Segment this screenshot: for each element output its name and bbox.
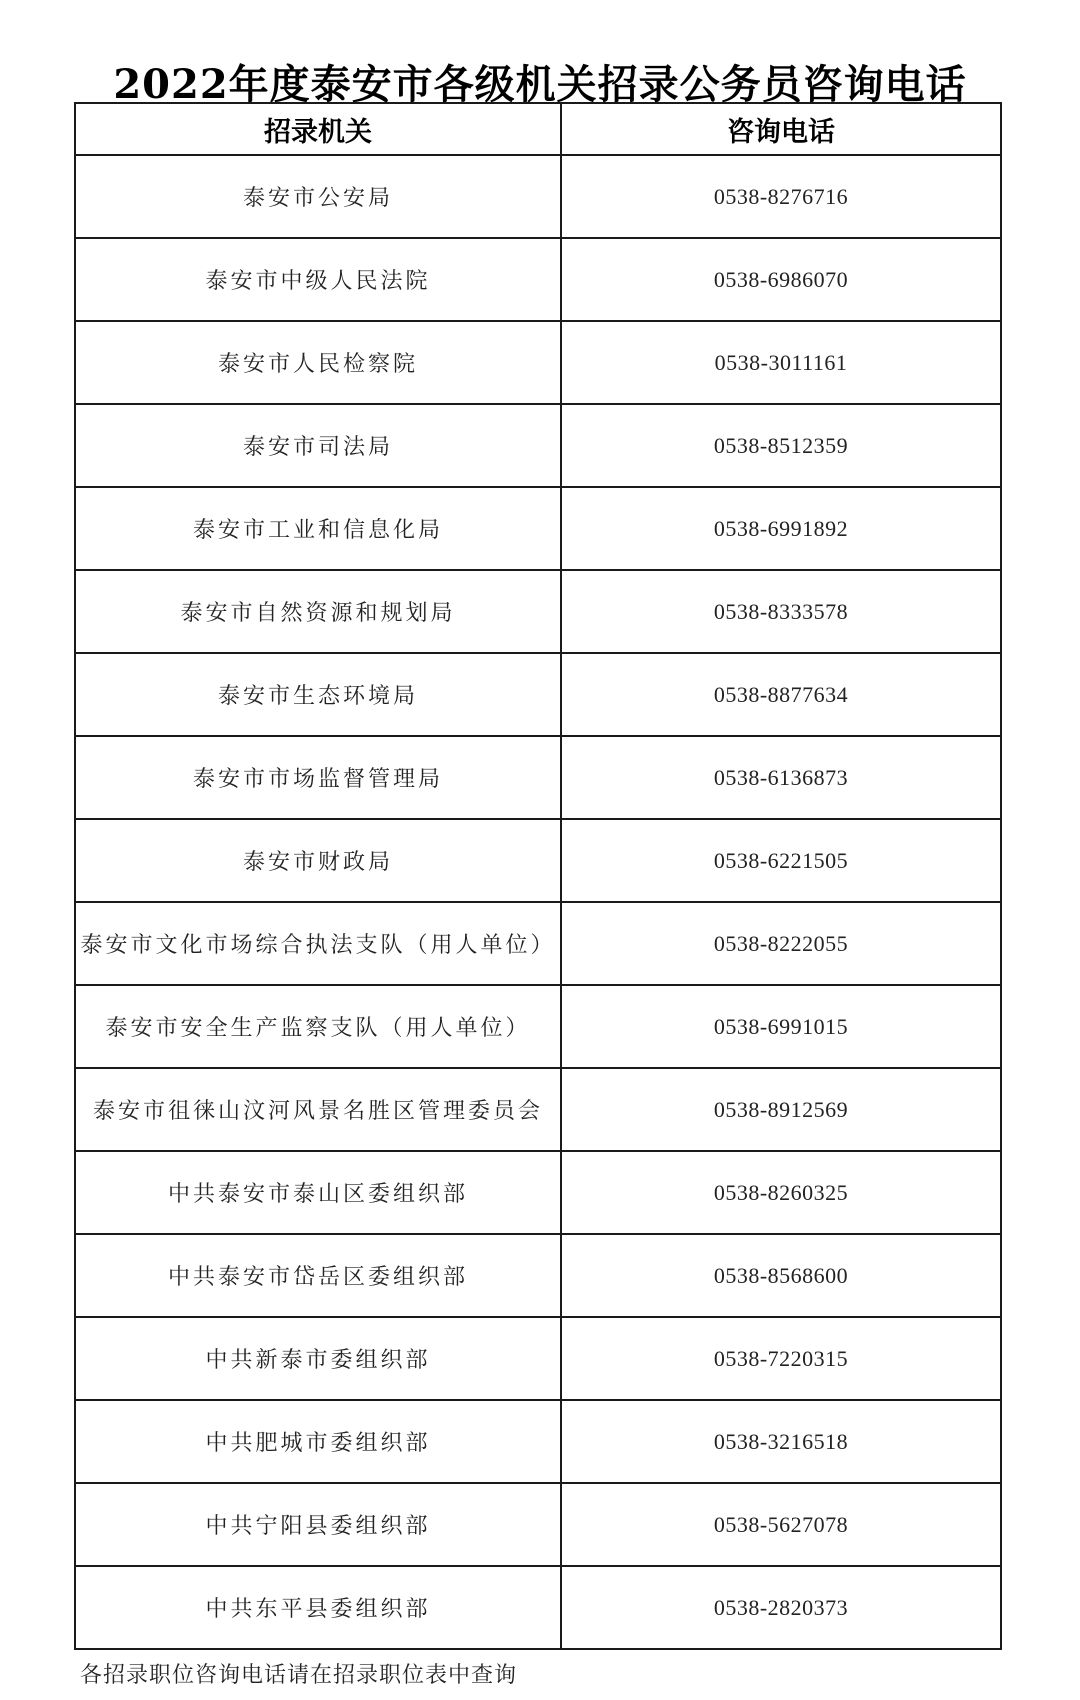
phone-cell: 0538-3011161 — [561, 321, 1001, 404]
phone-cell: 0538-8512359 — [561, 404, 1001, 487]
phone-cell: 0538-8222055 — [561, 902, 1001, 985]
table-row — [75, 819, 1001, 902]
organization-cell: 泰安市安全生产监察支队（用人单位） — [75, 985, 561, 1068]
table-header-row — [75, 103, 1001, 155]
table-body — [75, 155, 1001, 1649]
organization-cell: 中共肥城市委组织部 — [75, 1400, 561, 1483]
phone-cell: 0538-8260325 — [561, 1151, 1001, 1234]
phone-cell: 0538-6221505 — [561, 819, 1001, 902]
organization-cell: 中共泰安市岱岳区委组织部 — [75, 1234, 561, 1317]
phone-cell: 0538-3216518 — [561, 1400, 1001, 1483]
organization-cell: 泰安市公安局 — [75, 155, 561, 238]
phone-cell: 0538-5627078 — [561, 1483, 1001, 1566]
table-row — [75, 487, 1001, 570]
header-organization: 招录机关 — [75, 103, 561, 155]
table-row — [75, 1400, 1001, 1483]
organization-cell: 中共宁阳县委组织部 — [75, 1483, 561, 1566]
organization-cell: 中共东平县委组织部 — [75, 1566, 561, 1649]
organization-cell: 泰安市徂徕山汶河风景名胜区管理委员会 — [75, 1068, 561, 1151]
phone-cell: 0538-8276716 — [561, 155, 1001, 238]
phone-cell: 0538-6986070 — [561, 238, 1001, 321]
table-row — [75, 404, 1001, 487]
organization-cell: 泰安市财政局 — [75, 819, 561, 902]
page-title: 2022年度泰安市各级机关招录公务员咨询电话 — [113, 60, 967, 108]
table-row — [75, 238, 1001, 321]
organization-cell: 中共泰安市泰山区委组织部 — [75, 1151, 561, 1234]
phone-cell: 0538-8912569 — [561, 1068, 1001, 1151]
organization-cell: 泰安市自然资源和规划局 — [75, 570, 561, 653]
table-row — [75, 1151, 1001, 1234]
table-row — [75, 321, 1001, 404]
table-row — [75, 570, 1001, 653]
header-phone: 咨询电话 — [561, 103, 1001, 155]
organization-cell: 泰安市工业和信息化局 — [75, 487, 561, 570]
phone-cell: 0538-6136873 — [561, 736, 1001, 819]
footnote: 各招录职位咨询电话请在招录职位表中查询 — [80, 1663, 518, 1688]
contact-table — [74, 102, 1002, 1650]
table-row — [75, 1317, 1001, 1400]
table-row — [75, 155, 1001, 238]
organization-cell: 泰安市生态环境局 — [75, 653, 561, 736]
table-row — [75, 1234, 1001, 1317]
table-row — [75, 1483, 1001, 1566]
organization-cell: 泰安市司法局 — [75, 404, 561, 487]
phone-cell: 0538-6991015 — [561, 985, 1001, 1068]
table-row — [75, 1068, 1001, 1151]
phone-cell: 0538-7220315 — [561, 1317, 1001, 1400]
organization-cell: 泰安市中级人民法院 — [75, 238, 561, 321]
organization-cell: 泰安市文化市场综合执法支队（用人单位） — [75, 902, 561, 985]
organization-cell: 泰安市市场监督管理局 — [75, 736, 561, 819]
organization-cell: 泰安市人民检察院 — [75, 321, 561, 404]
phone-cell: 0538-2820373 — [561, 1566, 1001, 1649]
phone-cell: 0538-8568600 — [561, 1234, 1001, 1317]
organization-cell: 中共新泰市委组织部 — [75, 1317, 561, 1400]
phone-cell: 0538-8877634 — [561, 653, 1001, 736]
phone-cell: 0538-8333578 — [561, 570, 1001, 653]
phone-cell: 0538-6991892 — [561, 487, 1001, 570]
table-row — [75, 902, 1001, 985]
table-row — [75, 1566, 1001, 1649]
table-row — [75, 985, 1001, 1068]
table-row — [75, 653, 1001, 736]
table-row — [75, 736, 1001, 819]
